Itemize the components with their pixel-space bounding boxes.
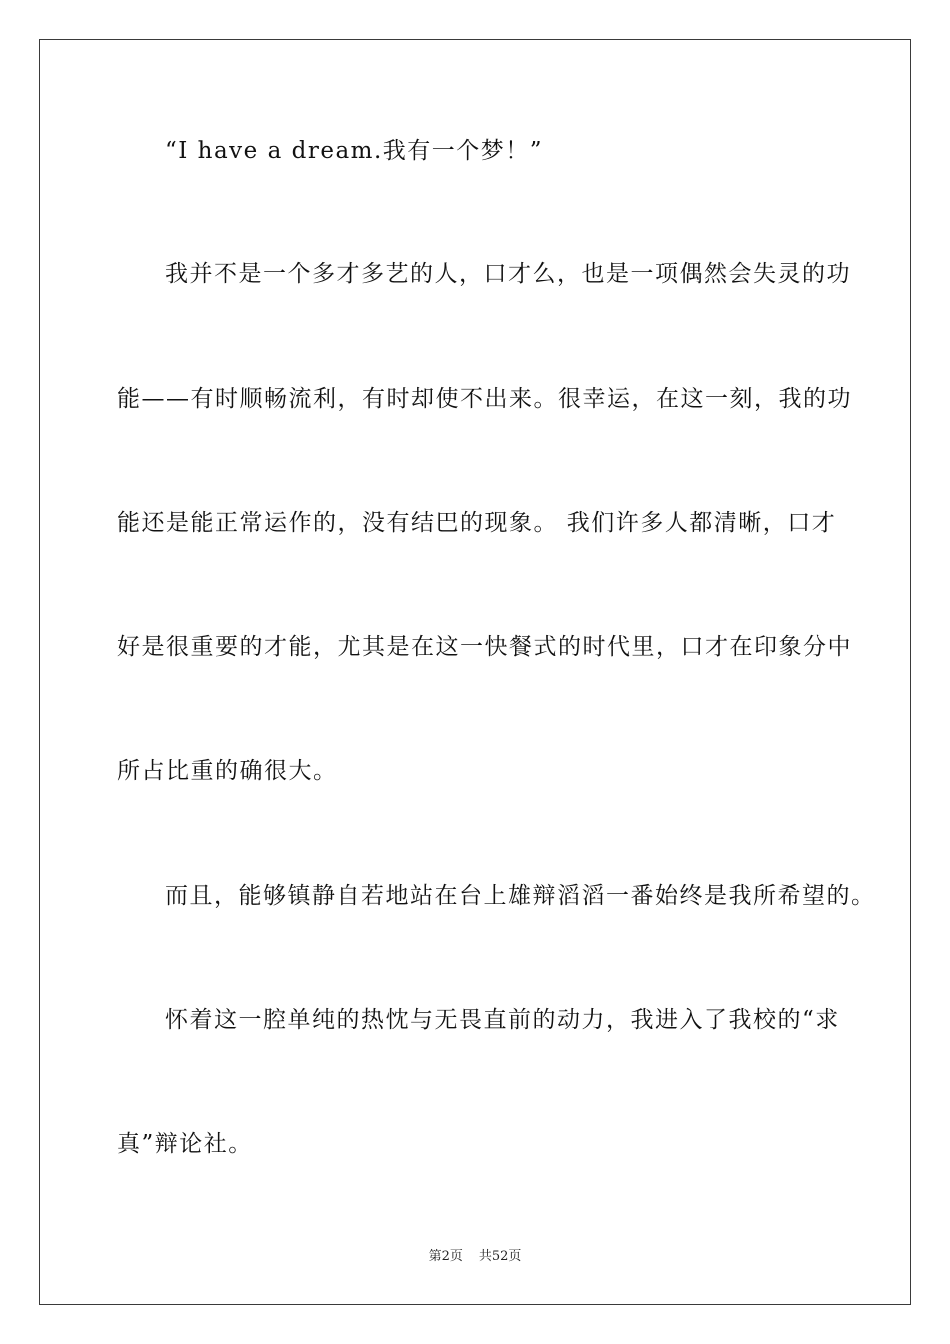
paragraph-line: 所占比重的确很大。 — [117, 758, 338, 784]
page-total: 共52页 — [478, 1249, 522, 1264]
paragraph-line: 能还是能正常运作的，没有结巴的现象。 我们许多人都清晰，口才 — [117, 510, 837, 536]
page-number: 第2页 — [428, 1249, 463, 1264]
paragraph-line: “I have a dream.我有一个梦！” — [165, 138, 544, 164]
page-border — [39, 39, 911, 1305]
paragraph-line: 真”辩论社。 — [117, 1131, 253, 1157]
page-footer — [0, 1248, 950, 1266]
paragraph-line: 我并不是一个多才多艺的人，口才么，也是一项偶然会失灵的功 — [165, 261, 851, 287]
paragraph-line: 能——有时顺畅流利，有时却使不出来。很幸运，在这一刻，我的功 — [117, 386, 852, 412]
paragraph-line: 而且，能够镇静自若地站在台上雄辩滔滔一番始终是我所希望的。 — [165, 883, 876, 909]
paragraph-line: 怀着这一腔单纯的热忱与无畏直前的动力，我进入了我校的“求 — [165, 1007, 840, 1033]
paragraph-line: 好是很重要的才能，尤其是在这一快餐式的时代里，口才在印象分中 — [117, 634, 852, 660]
